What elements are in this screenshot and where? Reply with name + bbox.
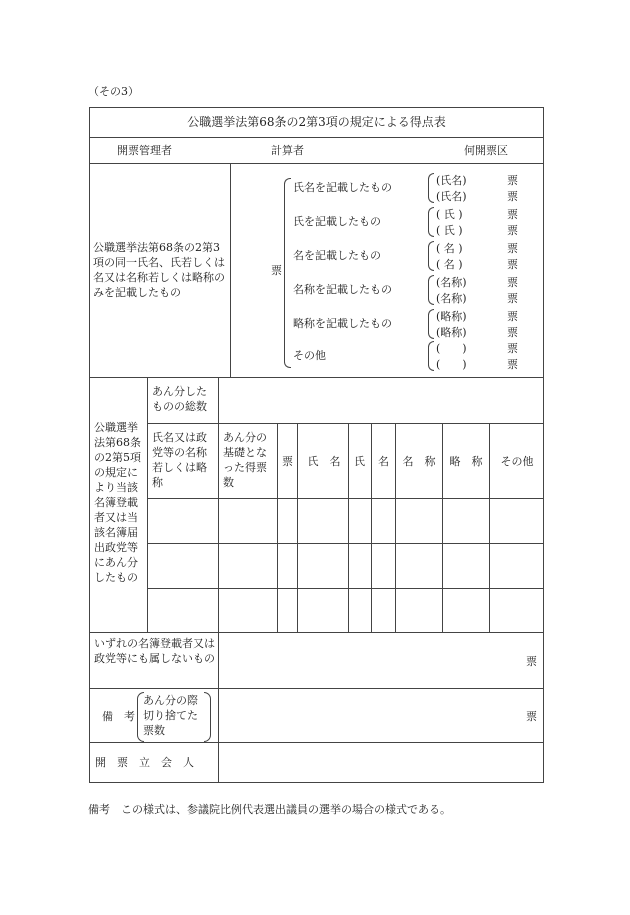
unit: 票 [507,208,518,221]
col-givenname-header: 名 [378,455,389,468]
section2-label: 公職選挙法第68条の2第5項の規定により当該名簿登載者又は当該名簿届出政党等にあん分したもの [94,421,141,584]
unit: 票 [507,326,518,339]
remarks-note: あん分の際切り捨てた票数 [143,694,198,737]
col-partyname-header: 名 称 [402,455,436,468]
unit: 票 [507,258,518,271]
group-label: その他 [293,349,326,362]
group-bracket [428,309,434,339]
entry: ( ) [436,342,467,355]
unit: 票 [507,342,518,355]
group-label: 名を記載したもの [293,249,381,262]
total-label: あん分したものの総数 [152,385,207,413]
remarks-unit: 票 [526,710,537,723]
entry: (氏名) [436,174,467,187]
group-bracket [428,207,434,237]
section1-label: 公職選挙法第68条の2第3項の同一氏名、氏若しくは名又は名称若しくは略称のみを記載したもの [93,241,225,299]
section1-bracket [284,178,291,368]
entry: (名称) [436,276,467,289]
group-bracket [428,341,434,371]
form-title: 公職選挙法第68条の2第3項の規定による得点表 [187,115,446,129]
group-bracket [428,241,434,271]
unit: 票 [507,276,518,289]
none-row-label: いずれの名簿登載者又は政党等にも属しないもの [94,637,215,665]
group-label: 略称を記載したもの [293,317,392,330]
section1-vote-char: 票 [271,264,282,277]
unit: 票 [507,242,518,255]
entry: (氏名) [436,190,467,203]
entry: ( 氏 ) [436,208,463,221]
group-bracket [428,173,434,203]
manager-label: 開票管理者 [117,144,172,157]
col-basis-header: あん分の基礎となった得票数 [223,431,267,489]
remarks-label: 備 考 [102,710,135,723]
form-number: （その3） [88,85,139,98]
group-label: 氏を記載したもの [293,215,381,228]
group-label: 名称を記載したもの [293,283,392,296]
entry: (略称) [436,326,467,339]
col-vote-header: 票 [282,455,293,468]
entry: (略称) [436,310,467,323]
col-abbrev-header: 略 称 [449,455,483,468]
footer-note: 備考 この様式は、参議院比例代表選出議員の選挙の場合の様式である。 [88,803,451,816]
district-label: 何開票区 [464,144,508,157]
col-fullname-header: 氏 名 [307,455,341,468]
unit: 票 [507,358,518,371]
unit: 票 [507,224,518,237]
unit: 票 [507,310,518,323]
remarks-right-bracket [204,692,211,742]
entry: ( ) [436,358,467,371]
unit: 票 [507,190,518,203]
entry: (名称) [436,292,467,305]
none-row-unit: 票 [526,655,537,668]
col-other-header: その他 [500,455,534,468]
group-bracket [428,275,434,305]
col-surname-header: 氏 [354,455,365,468]
unit: 票 [507,292,518,305]
entry: ( 名 ) [436,242,463,255]
witness-label: 開 票 立 会 人 [95,756,194,769]
calculator-label: 計算者 [271,144,304,157]
unit: 票 [507,174,518,187]
entry: ( 氏 ) [436,224,463,237]
col-name-header: 氏名又は政党等の名称若しくは略称 [152,431,207,489]
entry: ( 名 ) [436,258,463,271]
group-label: 氏名を記載したもの [293,181,392,194]
